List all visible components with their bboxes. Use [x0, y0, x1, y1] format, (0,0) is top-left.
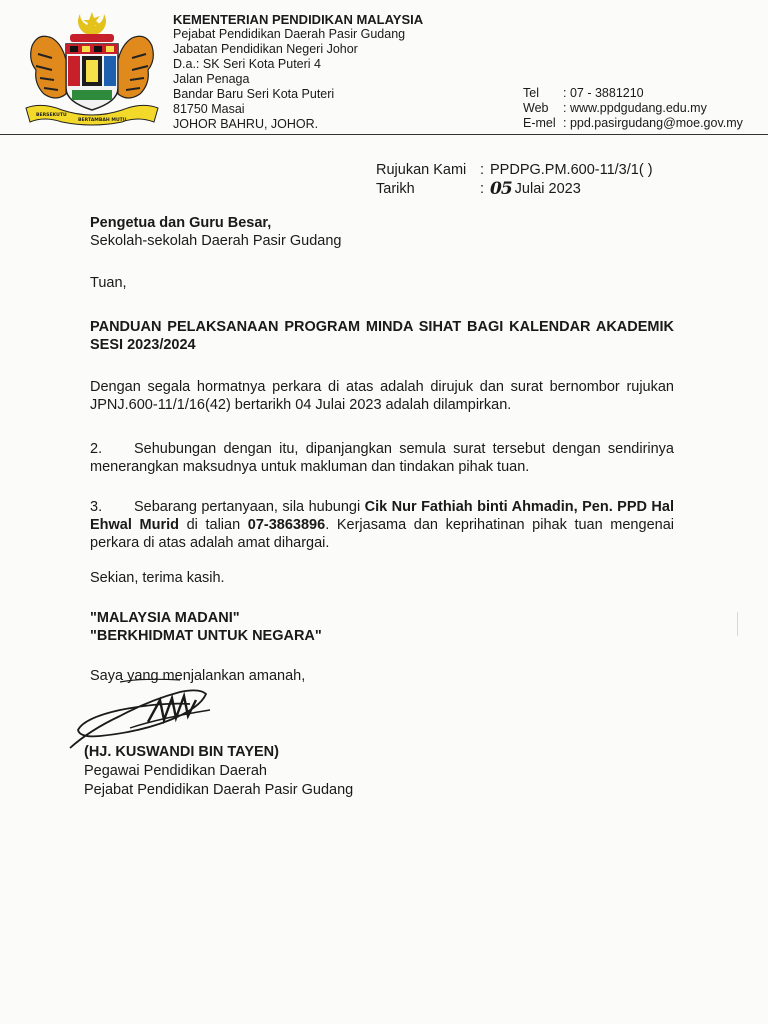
paragraph-3	[90, 498, 674, 552]
signer-name: (HJ. KUSWANDI BIN TAYEN)	[84, 744, 279, 760]
signer-title: Pegawai Pendidikan Daerah	[84, 763, 267, 779]
web-label: Web	[523, 101, 549, 115]
email-value: : ppd.pasirgudang@moe.gov.my	[563, 116, 743, 130]
contact-phone: 07-3863896	[247, 517, 326, 533]
salutation: Tuan,	[90, 275, 127, 291]
recipient-schools: Sekolah-sekolah Daerah Pasir Gudang	[90, 233, 342, 249]
paragraph-3-text: . Kerjasama dan keprihatinan pihak tuan mengenai perkara di atas adalah amat dihargai.	[90, 517, 674, 551]
email-label: E-mel	[523, 116, 556, 130]
signer-office: Pejabat Pendidikan Daerah Pasir Gudang	[84, 782, 354, 798]
date-value: Julai 2023	[514, 181, 581, 197]
crest-motto-right: BERTAMBAH MUTU	[78, 118, 127, 123]
reference-label: Rujukan Kami	[376, 162, 467, 178]
ministry-name: KEMENTERIAN PENDIDIKAN MALAYSIA	[173, 12, 424, 27]
address-line: JOHOR BAHRU, JOHOR.	[173, 117, 319, 131]
recipient-title: Pengetua dan Guru Besar,	[90, 215, 272, 231]
slogan-berkhidmat: "BERKHIDMAT UNTUK NEGARA"	[90, 628, 322, 644]
signer-block	[84, 743, 353, 800]
tel-label: Tel	[523, 86, 539, 100]
date-day-handwritten: 05	[490, 179, 512, 199]
paragraph-2-text: Sehubungan dengan itu, dipanjangkan semula surat tersebut dengan sendirinya menerangkan maksudnya untuk makluman dan tindakan pihak tuan.	[90, 441, 674, 475]
recipient-block	[90, 214, 674, 250]
contact-block	[523, 86, 743, 131]
reference-block: Rujukan Kami : PPDPG.PM.600-11/3/1( ) Tarikh : 05 Julai 2023	[376, 162, 653, 199]
paragraph-3-text: di talian	[178, 517, 248, 533]
address-line: 81750 Masai	[173, 102, 245, 116]
reference-value: PPDPG.PM.600-11/3/1( )	[490, 162, 653, 178]
paragraph-1: Dengan segala hormatnya perkara di atas adalah dirujuk dan surat bernombor rujukan JPNJ.600-11/1/16(42) bertarikh 04 Julai 2023 adalah dilampirkan.	[90, 379, 674, 413]
tel-value: : 07 - 3881210	[563, 86, 644, 100]
slogan-madani: "MALAYSIA MADANI"	[90, 610, 240, 626]
coat-of-arms-icon	[22, 10, 162, 128]
paragraph-number: 3.	[90, 499, 103, 515]
scan-mark	[737, 612, 738, 636]
address-line: Jabatan Pendidikan Negeri Johor	[173, 42, 358, 56]
sign-off: Saya yang menjalankan amanah,	[90, 668, 306, 684]
address-line: Jalan Penaga	[173, 72, 250, 86]
paragraph-3-text: Sebarang pertanyaan, sila hubungi	[134, 499, 365, 515]
paragraph-number: 2.	[90, 441, 103, 457]
header-divider	[0, 134, 768, 135]
address-line: Bandar Baru Seri Kota Puteri	[173, 87, 335, 101]
address-line: Pejabat Pendidikan Daerah Pasir Gudang	[173, 27, 406, 41]
contact-person: Cik Nur Fathiah binti Ahmadin, Pen. PPD Hal Ehwal Murid	[90, 499, 674, 533]
slogans	[90, 609, 674, 645]
paragraph-2	[90, 440, 674, 476]
closing-line: Sekian, terima kasih.	[90, 570, 225, 586]
date-label: Tarikh	[376, 181, 415, 197]
letterhead-address	[173, 12, 423, 132]
letter-subject: PANDUAN PELAKSANAAN PROGRAM MINDA SIHAT BAGI KALENDAR AKADEMIK SESI 2023/2024	[90, 319, 674, 353]
address-line: D.a.: SK Seri Kota Puteri 4	[173, 57, 321, 71]
crest-motto-left: BERSEKUTU	[36, 113, 67, 118]
web-value: : www.ppdgudang.edu.my	[563, 101, 707, 115]
